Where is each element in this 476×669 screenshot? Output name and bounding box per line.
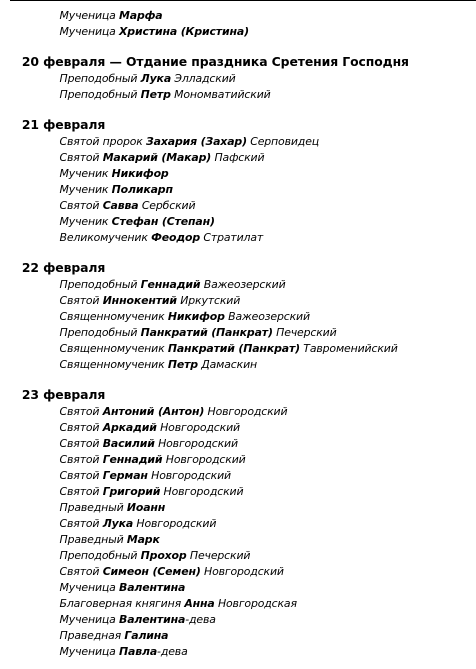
saint-entry <box>0 532 472 548</box>
saint-title: Святой <box>59 565 100 578</box>
saint-title: Праведный <box>59 501 124 514</box>
saint-name: Аркадий <box>102 421 157 434</box>
saint-entry <box>0 357 472 373</box>
saint-name: Стефан (Степан) <box>111 215 215 228</box>
date-heading: 23 февраля <box>21 387 106 402</box>
saint-title: Преподобный <box>59 278 138 291</box>
saint-entry <box>0 436 472 452</box>
saint-entry <box>0 214 472 230</box>
saint-name: Прохор <box>140 549 187 562</box>
saint-entry <box>0 580 472 596</box>
saint-entry <box>0 24 472 40</box>
saint-epithet: Новгородский <box>207 405 288 418</box>
saint-entry <box>0 612 472 628</box>
saint-epithet: Серповидец <box>250 135 320 148</box>
saint-title: Преподобный <box>59 88 138 101</box>
saint-name: Василий <box>102 437 155 450</box>
saint-entry <box>0 628 472 644</box>
saint-epithet: Новгородская <box>217 597 297 610</box>
saint-entry <box>0 166 472 182</box>
saint-name: Петр <box>140 88 171 101</box>
saint-epithet: Дамаскин <box>201 358 258 371</box>
saint-epithet: Тавроменийский <box>303 342 398 355</box>
saint-entry <box>0 277 472 293</box>
saint-title: Святой <box>59 453 100 466</box>
saint-title: Мученица <box>59 25 116 38</box>
saint-title: Святой <box>59 151 100 164</box>
saint-entry <box>0 596 472 612</box>
saint-title: Благоверная княгиня <box>59 597 181 610</box>
saint-entry <box>0 325 472 341</box>
saint-name: Иннокентий <box>102 294 177 307</box>
saint-title: Святой <box>59 517 100 530</box>
date-section <box>0 386 476 660</box>
saint-entry <box>0 150 472 166</box>
saint-title: Праведная <box>59 629 122 642</box>
saint-name: Панкратий (Панкрат) <box>167 342 300 355</box>
saint-title: Священномученик <box>59 310 165 323</box>
saint-name: Павла <box>119 645 158 658</box>
saint-epithet: Сербский <box>141 199 196 212</box>
saint-title: Мученица <box>59 9 116 22</box>
saint-name: Антоний (Антон) <box>102 405 205 418</box>
saint-title: Святой <box>59 199 100 212</box>
saint-entry <box>0 87 472 103</box>
saint-entry <box>0 341 472 357</box>
saint-name: Лука <box>102 517 134 530</box>
saint-name: Марфа <box>119 9 163 22</box>
saint-entry <box>0 309 472 325</box>
saint-name: Никифор <box>111 167 169 180</box>
saint-title: Святой <box>59 421 100 434</box>
saint-epithet: Новгородский <box>163 485 244 498</box>
saint-name: Геннадий <box>140 278 201 291</box>
saint-entry <box>0 134 472 150</box>
saint-name: Христина (Кристина) <box>119 25 249 38</box>
saint-epithet: Иркутский <box>180 294 241 307</box>
saint-name: Петр <box>167 358 198 371</box>
date-section <box>0 116 476 246</box>
saint-name: Геннадий <box>102 453 163 466</box>
saint-title: Святой пророк <box>59 135 143 148</box>
saint-title: Святой <box>59 437 100 450</box>
saint-epithet: Стратилат <box>203 231 264 244</box>
saint-epithet: Элладский <box>174 72 236 85</box>
saint-epithet: Новгородский <box>136 517 217 530</box>
saint-entry <box>0 230 472 246</box>
saint-title: Преподобный <box>59 326 138 339</box>
date-heading: 22 февраля <box>21 260 106 275</box>
saint-entry <box>0 516 472 532</box>
saint-epithet: Печерский <box>276 326 337 339</box>
saint-entry <box>0 71 472 87</box>
saint-name: Панкратий (Панкрат) <box>140 326 273 339</box>
saint-epithet: Новгородский <box>204 565 284 578</box>
saint-epithet: -дева <box>157 645 188 658</box>
saint-title: Великомученик <box>59 231 148 244</box>
saint-title: Святой <box>59 405 100 418</box>
saint-name: Захария (Захар) <box>146 135 247 148</box>
saint-entry <box>0 452 472 468</box>
saint-name: Феодор <box>151 231 201 244</box>
date-heading: 20 февраля — Отдание праздника Сретения Господня <box>21 54 409 69</box>
saint-name: Герман <box>102 469 148 482</box>
saint-entry <box>0 8 472 24</box>
date-section <box>0 53 476 103</box>
saint-title: Священномученик <box>59 342 165 355</box>
saint-title: Мученица <box>59 613 116 626</box>
top-rule <box>10 0 476 1</box>
saint-entry <box>0 484 472 500</box>
saint-title: Священномученик <box>59 358 165 371</box>
saint-epithet: Печерский <box>189 549 251 562</box>
saint-entry <box>0 564 472 580</box>
saint-entry <box>0 404 472 420</box>
saint-entry <box>0 468 472 484</box>
saint-title: Праведный <box>59 533 124 546</box>
saint-title: Мученица <box>59 645 116 658</box>
saint-title: Преподобный <box>59 549 138 562</box>
date-section <box>0 8 476 40</box>
saint-epithet: -дева <box>185 613 216 626</box>
saint-entry <box>0 644 472 660</box>
saint-name: Савва <box>102 199 139 212</box>
saint-name: Поликарп <box>111 183 173 196</box>
saints-calendar-page <box>0 8 476 660</box>
date-section <box>0 259 476 373</box>
saint-epithet: Новгородский <box>158 437 238 450</box>
saint-title: Мученица <box>59 581 116 594</box>
saint-name: Галина <box>124 629 169 642</box>
saint-name: Анна <box>184 597 215 610</box>
saint-epithet: Пафский <box>214 151 265 164</box>
saint-entry <box>0 293 472 309</box>
date-heading: 21 февраля <box>21 117 106 132</box>
saint-title: Святой <box>59 469 100 482</box>
saint-title: Преподобный <box>59 72 138 85</box>
saint-name: Валентина <box>119 613 186 626</box>
saint-name: Симеон (Семен) <box>102 565 201 578</box>
saint-epithet: Новгородский <box>165 453 246 466</box>
saint-name: Иоанн <box>126 501 166 514</box>
saint-entry <box>0 420 472 436</box>
saint-entry <box>0 548 472 564</box>
saint-name: Лука <box>140 72 172 85</box>
saint-title: Мученик <box>59 183 109 196</box>
saint-epithet: Мономватийский <box>174 88 271 101</box>
saint-title: Святой <box>59 485 100 498</box>
saint-entry <box>0 198 472 214</box>
saint-name: Григорий <box>102 485 161 498</box>
saint-epithet: Важеозерский <box>203 278 286 291</box>
saint-epithet: Важеозерский <box>228 310 310 323</box>
saint-title: Мученик <box>59 167 109 180</box>
saint-entry <box>0 500 472 516</box>
saint-title: Мученик <box>59 215 109 228</box>
saint-entry <box>0 182 472 198</box>
saint-title: Святой <box>59 294 100 307</box>
saint-name: Валентина <box>119 581 186 594</box>
saint-epithet: Новгородский <box>160 421 241 434</box>
saint-name: Макарий (Макар) <box>102 151 212 164</box>
saint-name: Никифор <box>167 310 225 323</box>
saint-epithet: Новгородский <box>151 469 232 482</box>
saint-name: Марк <box>126 533 160 546</box>
